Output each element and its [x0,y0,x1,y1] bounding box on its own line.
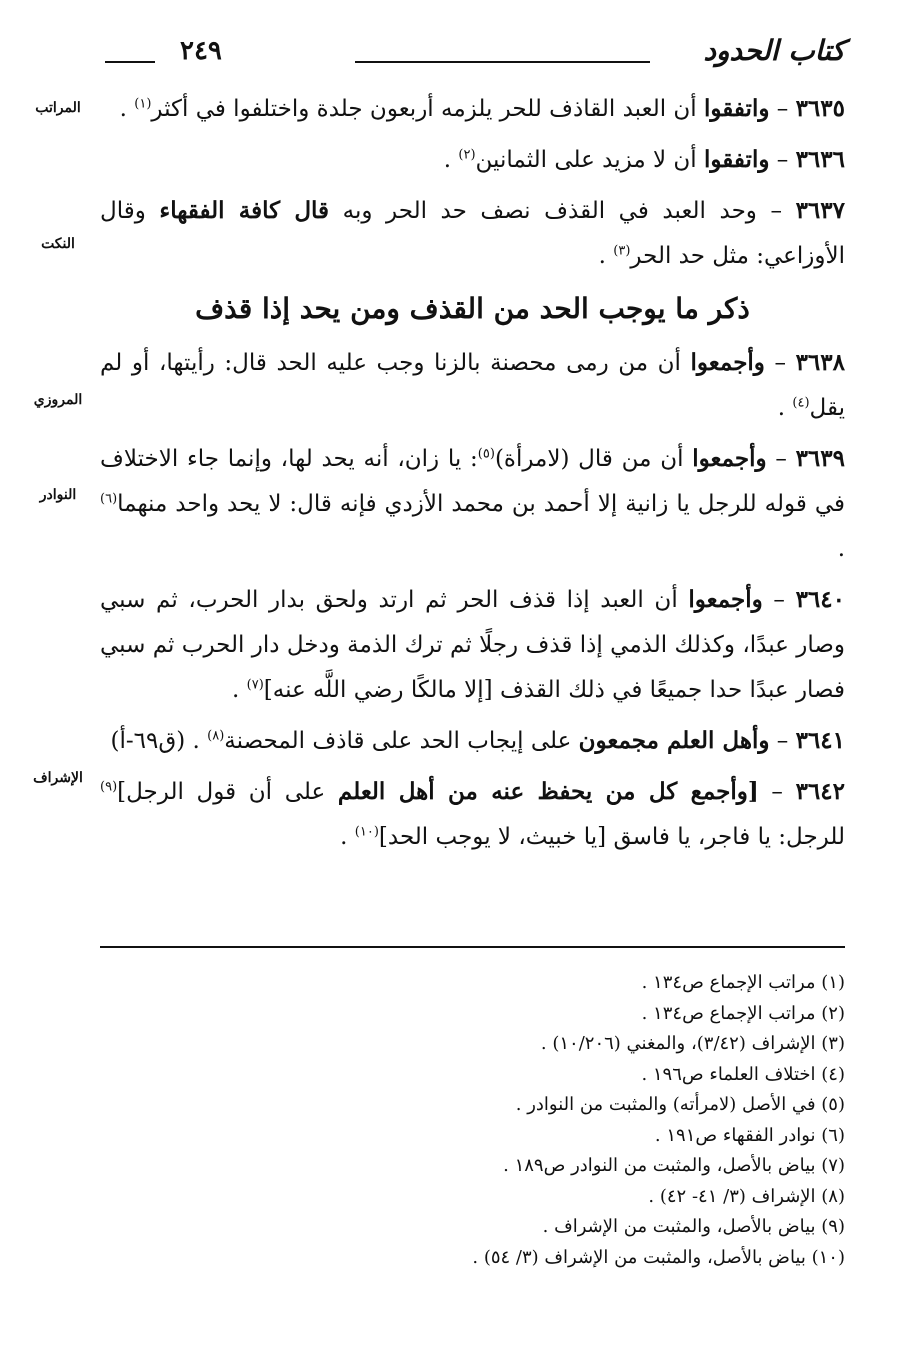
footnote-3: (٣) الإشراف (٣/٤٢)، والمغني (١٠/٢٠٦) . [540,1033,845,1054]
paragraph-text: على أن قول الرجل] [117,779,338,805]
margin-note-nawadir: النوادر [39,487,77,503]
paragraph-tail: . [777,395,793,421]
paragraph-text: أن العبد إذا قذف الحر ثم ارتد ولحق بدار الحرب، ثم سبي وصار عبدًا، وكذلك الذمي إذا قذف رجلًا ثم ترك الذمة ودخل دار الحرب ثم سبي فصار عبدًا حدا جميعًا في ذلك القذف [إلا مالكًا رضي اللَّه عنه] [100,587,845,703]
footnote-4: (٤) اختلاف العلماء ص١٩٦ . [641,1063,845,1085]
footnote-ref[interactable]: (٦) [100,491,118,507]
paragraph-3641: ٣٦٤١ – وأهل العلم مجمعون على إيجاب الحد على قاذف المحصنة$^{(٨)}$ . (ق٦٩-أ) [110,727,845,754]
paragraph-tail: . [340,824,355,850]
paragraph-3636: ٣٦٣٦ – واتفقوا أن لا مزيد على الثمانين$^{(٢)}$ . [443,146,845,173]
paragraph-tail: . [598,243,614,269]
paragraph-3640: ٣٦٤٠ – وأجمعوا أن العبد إذا قذف الحر ثم ارتد ولحق بدار الحرب، ثم سبي وصار عبدًا، وكذلك الذمي إذا قذف رجلًا ثم ترك الذمة ودخل دار الحرب ثم سبي فصار عبدًا حدا جميعًا في ذلك القذف [إلا مالكًا رضي اللَّه عنه]$^{(٧)}$ . [100,586,845,703]
paragraph-number: ٣٦٤٢ [795,778,845,805]
paragraph-lead: واتفقوا [704,95,770,122]
paragraph-tail: . [119,96,135,122]
main-text [100,86,845,865]
paragraph-3637: ٣٦٣٧ – وحد العبد في القذف نصف حد الحر وبه قال كافة الفقهاء وقال الأوزاعي: مثل حد الحر$^{(٣)}$ . [100,197,845,269]
footnote-6: (٦) نوادر الفقهاء ص١٩١ . [654,1124,845,1146]
paragraph-tail: . [443,147,459,173]
footnote-8: (٨) الإشراف (٣/ ٤١- ٤٢) . [648,1185,845,1207]
footnote-10: (١٠) بياض بالأصل، والمثبت من الإشراف (٣/ ٥٤) . [472,1246,845,1268]
margin-note-marwazi: المروزي [33,392,83,408]
paragraph-number: ٣٦٣٥ [795,95,845,122]
paragraph-3635: ٣٦٣٥ – واتفقوا أن العبد القاذف للحر يلزمه أربعون جلدة واختلفوا في أكثر$^{(١)}$ . [119,95,845,122]
footnote-9: (٩) بياض بالأصل، والمثبت من الإشراف . [542,1216,845,1237]
margin-note-nukat: النكت [41,236,75,252]
paragraph-text-2: وقال الأوزاعي: مثل حد الحر [100,198,845,269]
running-title: كتاب الحدود [703,34,845,67]
paragraph-lead: وأجمعوا [688,586,763,613]
footnote-2: (٢) مراتب الإجماع ص١٣٤ . [641,1002,845,1024]
paragraph-tail: . [232,677,247,703]
header-rule-middle [355,61,650,63]
footnote-ref[interactable]: (٧) [246,677,264,693]
paragraph-3638: ٣٦٣٨ – وأجمعوا أن من رمى محصنة بالزنا وجب عليه الحد قال: رأيتها، أو لم يقل$^{(٤)}$ . [100,349,845,421]
margin-note-maratib: المراتب [35,100,81,116]
paragraph-text: أن لا مزيد على الثمانين [475,147,704,173]
page-header [100,34,845,78]
footnote-ref[interactable]: (٢) [458,147,476,163]
paragraph-number: ٣٦٣٩ [795,445,845,472]
section-heading: ذكر ما يوجب الحد من القذف ومن يحد إذا قذف [195,292,750,325]
footnote-7: (٧) بياض بالأصل، والمثبت من النوادر ص١٨٩ . [503,1155,845,1176]
paragraph-text-2: : يا زان، أنه يحد لها، وإنما جاء الاختلاف في قوله للرجل يا زانية إلا أحمد بن محمد الأزدي فإنه قال: لا يحد واحد منهما [100,446,845,517]
footnotes [100,968,845,1273]
footnote-ref[interactable]: (٤) [792,395,810,411]
paragraph-number: ٣٦٣٦ [795,146,845,173]
paragraph-lead: وأجمعوا [692,445,767,472]
paragraph-text: وحد العبد في القذف نصف حد الحر وبه [329,198,757,224]
footnote-ref[interactable]: (٣) [613,243,631,259]
footnote-ref[interactable]: (١٠) [354,824,379,840]
footnote-ref[interactable]: (٩) [100,779,118,795]
paragraph-lead: واتفقوا [704,146,770,173]
paragraph-text: أن من قال (لامرأة) [494,446,693,472]
header-rule-left [105,61,155,63]
paragraph-tail: . (ق٦٩-أ) [110,728,208,754]
paragraph-number: ٣٦٣٨ [795,349,845,376]
footnote-separator [100,946,845,948]
paragraph-bold-phrase: قال كافة الفقهاء [159,197,330,224]
paragraph-text-2: للرجل: يا فاجر، يا فاسق [يا خبيث، لا يوجب الحد] [378,824,845,850]
footnote-5: (٥) في الأصل (لامرأته) والمثبت من النوادر . [515,1094,845,1115]
paragraph-lead: وأجمعوا [690,349,765,376]
paragraph-text: أن من رمى محصنة بالزنا وجب عليه الحد قال: رأيتها، أو لم يقل [100,350,845,421]
footnote-ref[interactable]: (٥) [477,446,495,462]
paragraph-number: ٣٦٤٠ [795,586,845,613]
paragraph-lead: [وأجمع كل من يحفظ عنه من أهل العلم [337,778,759,805]
paragraph-tail: . [837,536,845,562]
page-number: ٢٤٩ [180,36,222,66]
paragraph-text: على إيجاب الحد على قاذف المحصنة [224,728,579,754]
paragraph-number: ٣٦٣٧ [795,197,845,224]
paragraph-3639: ٣٦٣٩ – وأجمعوا أن من قال (لامرأة)$^{(٥)}$: يا زان، أنه يحد لها، وإنما جاء الاختلاف في قوله للرجل يا زانية إلا أحمد بن محمد الأزدي فإنه قال: لا يحد واحد منهما$^{(٦)}$ . [100,445,845,562]
paragraph-lead: وأهل العلم مجمعون [578,727,770,754]
paragraph-3642: ٣٦٤٢ – [وأجمع كل من يحفظ عنه من أهل العلم على أن قول الرجل]$^{(٩)}$ للرجل: يا فاجر، يا فاسق [يا خبيث، لا يوجب الحد]$^{(١٠)}$ . [100,778,845,850]
footnote-ref[interactable]: (٨) [207,728,225,744]
paragraph-text: أن العبد القاذف للحر يلزمه أربعون جلدة واختلفوا في أكثر [151,96,704,122]
footnote-1: (١) مراتب الإجماع ص١٣٤ . [641,972,845,993]
footnote-ref[interactable]: (١) [134,96,152,112]
margin-note-ishraf: الإشراف [33,770,83,786]
paragraph-number: ٣٦٤١ [795,727,845,754]
